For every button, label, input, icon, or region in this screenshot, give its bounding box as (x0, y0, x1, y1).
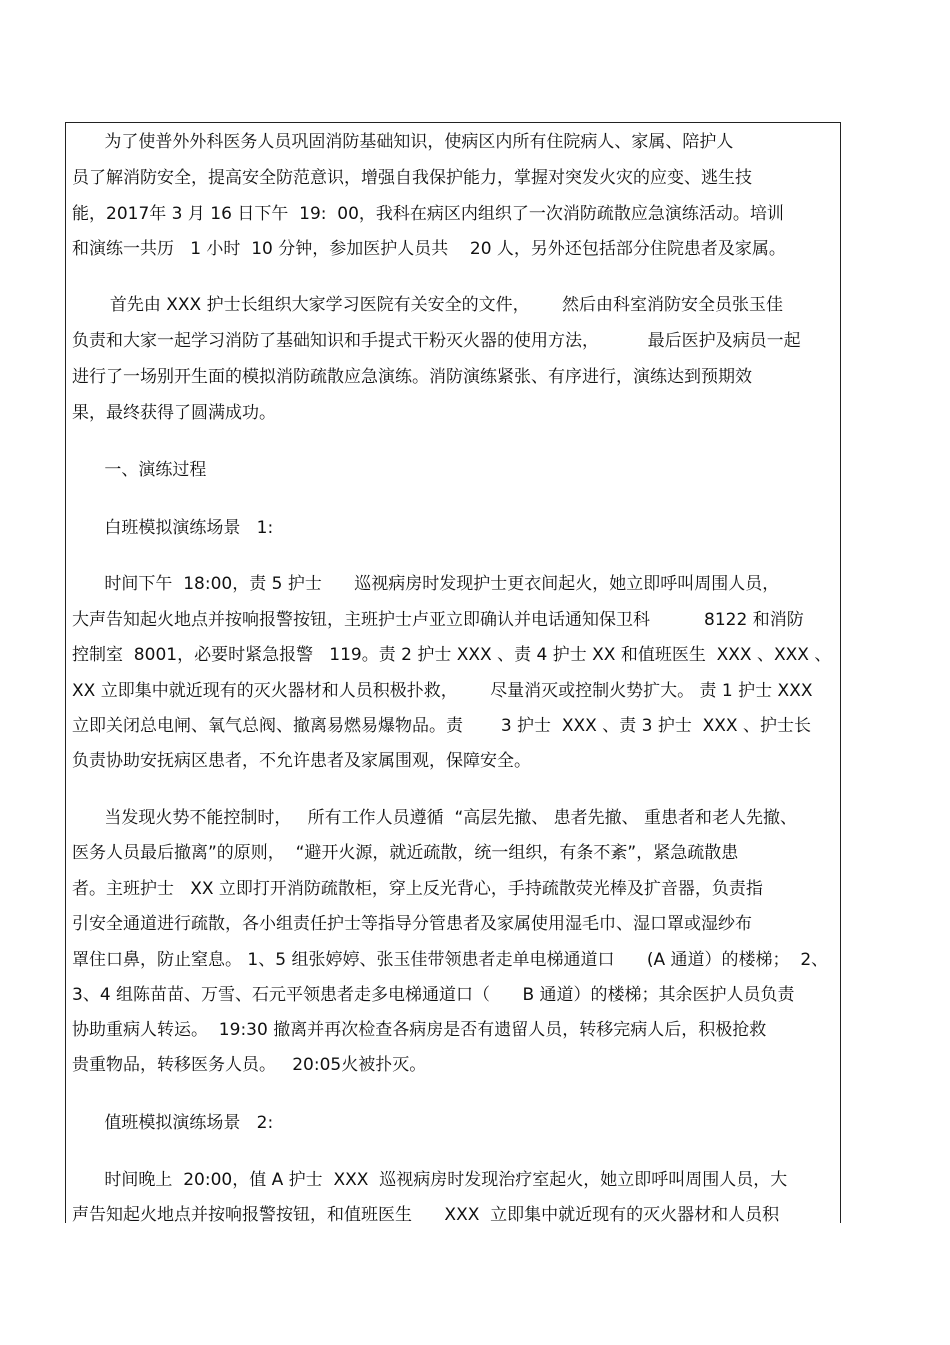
text-line: 负责协助安抚病区患者，不允许患者及家属围观，保障安全。 (72, 751, 531, 771)
text-line: 能，2017年 3 月 16 日下午 19: 00，我科在病区内组织了一次消防疏散应急演练活动。培训 (72, 204, 784, 224)
text-line: 声告知起火地点并按响报警按钮，和值班医生 XXX 立即集中就近现有的灭火器材和人员积 (72, 1205, 780, 1225)
text-line: XX 立即集中就近现有的灭火器材和人员积极扑救， 尽量消灭或控制火势扩大。 责 1 护士 XXX (72, 681, 813, 701)
text-line: 协助重病人转运。 19:30 撤离并再次检查各病房是否有遗留人员，转移完病人后，积极抢救 (72, 1020, 767, 1040)
subheading: 白班模拟演练场景 1: (72, 518, 274, 538)
text-line: 引安全通道进行疏散，各小组责任护士等指导分管患者及家属使用湿毛巾、湿口罩或湿纱布 (72, 914, 752, 934)
text-line: 控制室 8001，必要时紧急报警 119。责 2 护士 XXX 、责 4 护士 XX 和值班医生 XXX 、XXX 、 (72, 645, 832, 665)
text-line: 首先由 XXX 护士长组织大家学习医院有关安全的文件， 然后由科室消防安全员张玉佳 (72, 295, 783, 315)
text-line: 负责和大家一起学习消防了基础知识和手提式干粉灭火器的使用方法， 最后医护及病员一起 (72, 331, 801, 351)
text-line: 进行了一场别开生面的模拟消防疏散应急演练。消防演练紧张、有序进行，演练达到预期效 (72, 367, 752, 387)
text-line: 为了使普外外科医务人员巩固消防基础知识，使病区内所有住院病人、家属、陪护人 (72, 132, 734, 152)
text-line: 和演练一共历 1 小时 10 分钟，参加医护人员共 20 人，另外还包括部分住院患者及家属。 (72, 239, 786, 259)
text-line: 立即关闭总电闸、氧气总阀、撤离易燃易爆物品。责 3 护士 XXX 、责 3 护士 XXX 、护士长 (72, 716, 811, 736)
text-line: 医务人员最后撤离”的原则， “避开火源，就近疏散，统一组织，有条不紊”，紧急疏散患 (72, 843, 739, 863)
text-line: 员了解消防安全，提高安全防范意识，增强自我保护能力，掌握对突发火灾的应变、逃生技 (72, 168, 752, 188)
text-line: 大声告知起火地点并按响报警按钮，主班护士卢亚立即确认并电话通知保卫科 8122 和消防 (72, 610, 804, 630)
section-heading: 一、演练过程 (72, 460, 207, 480)
text-line: 果，最终获得了圆满成功。 (72, 403, 276, 423)
text-line: 时间晚上 20:00，值 A 护士 XXX 巡视病房时发现治疗室起火，她立即呼叫周围人员，大 (72, 1170, 788, 1190)
text-line: 罩住口鼻，防止窒息。 1、5 组张婷婷、张玉佳带领患者走单电梯通道口 (A 通道）的楼梯； 2、 (72, 950, 829, 970)
text-line: 3、4 组陈苗苗、万雪、石元平领患者走多电梯通道口（ B 通道）的楼梯；其余医护人员负责 (72, 985, 795, 1005)
text-line: 时间下午 18:00，责 5 护士 巡视病房时发现护士更衣间起火，她立即呼叫周围人员， (72, 574, 780, 594)
text-line: 贵重物品，转移医务人员。 20:05火被扑灭。 (72, 1055, 427, 1075)
text-line: 当发现火势不能控制时， 所有工作人员遵循 “高层先撤、 患者先撤、 重患者和老人先撤、 (72, 808, 798, 828)
subheading: 值班模拟演练场景 2: (72, 1113, 274, 1133)
text-line: 者。主班护士 XX 立即打开消防疏散柜，穿上反光背心，手持疏散荧光棒及扩音器，负责指 (72, 879, 763, 899)
